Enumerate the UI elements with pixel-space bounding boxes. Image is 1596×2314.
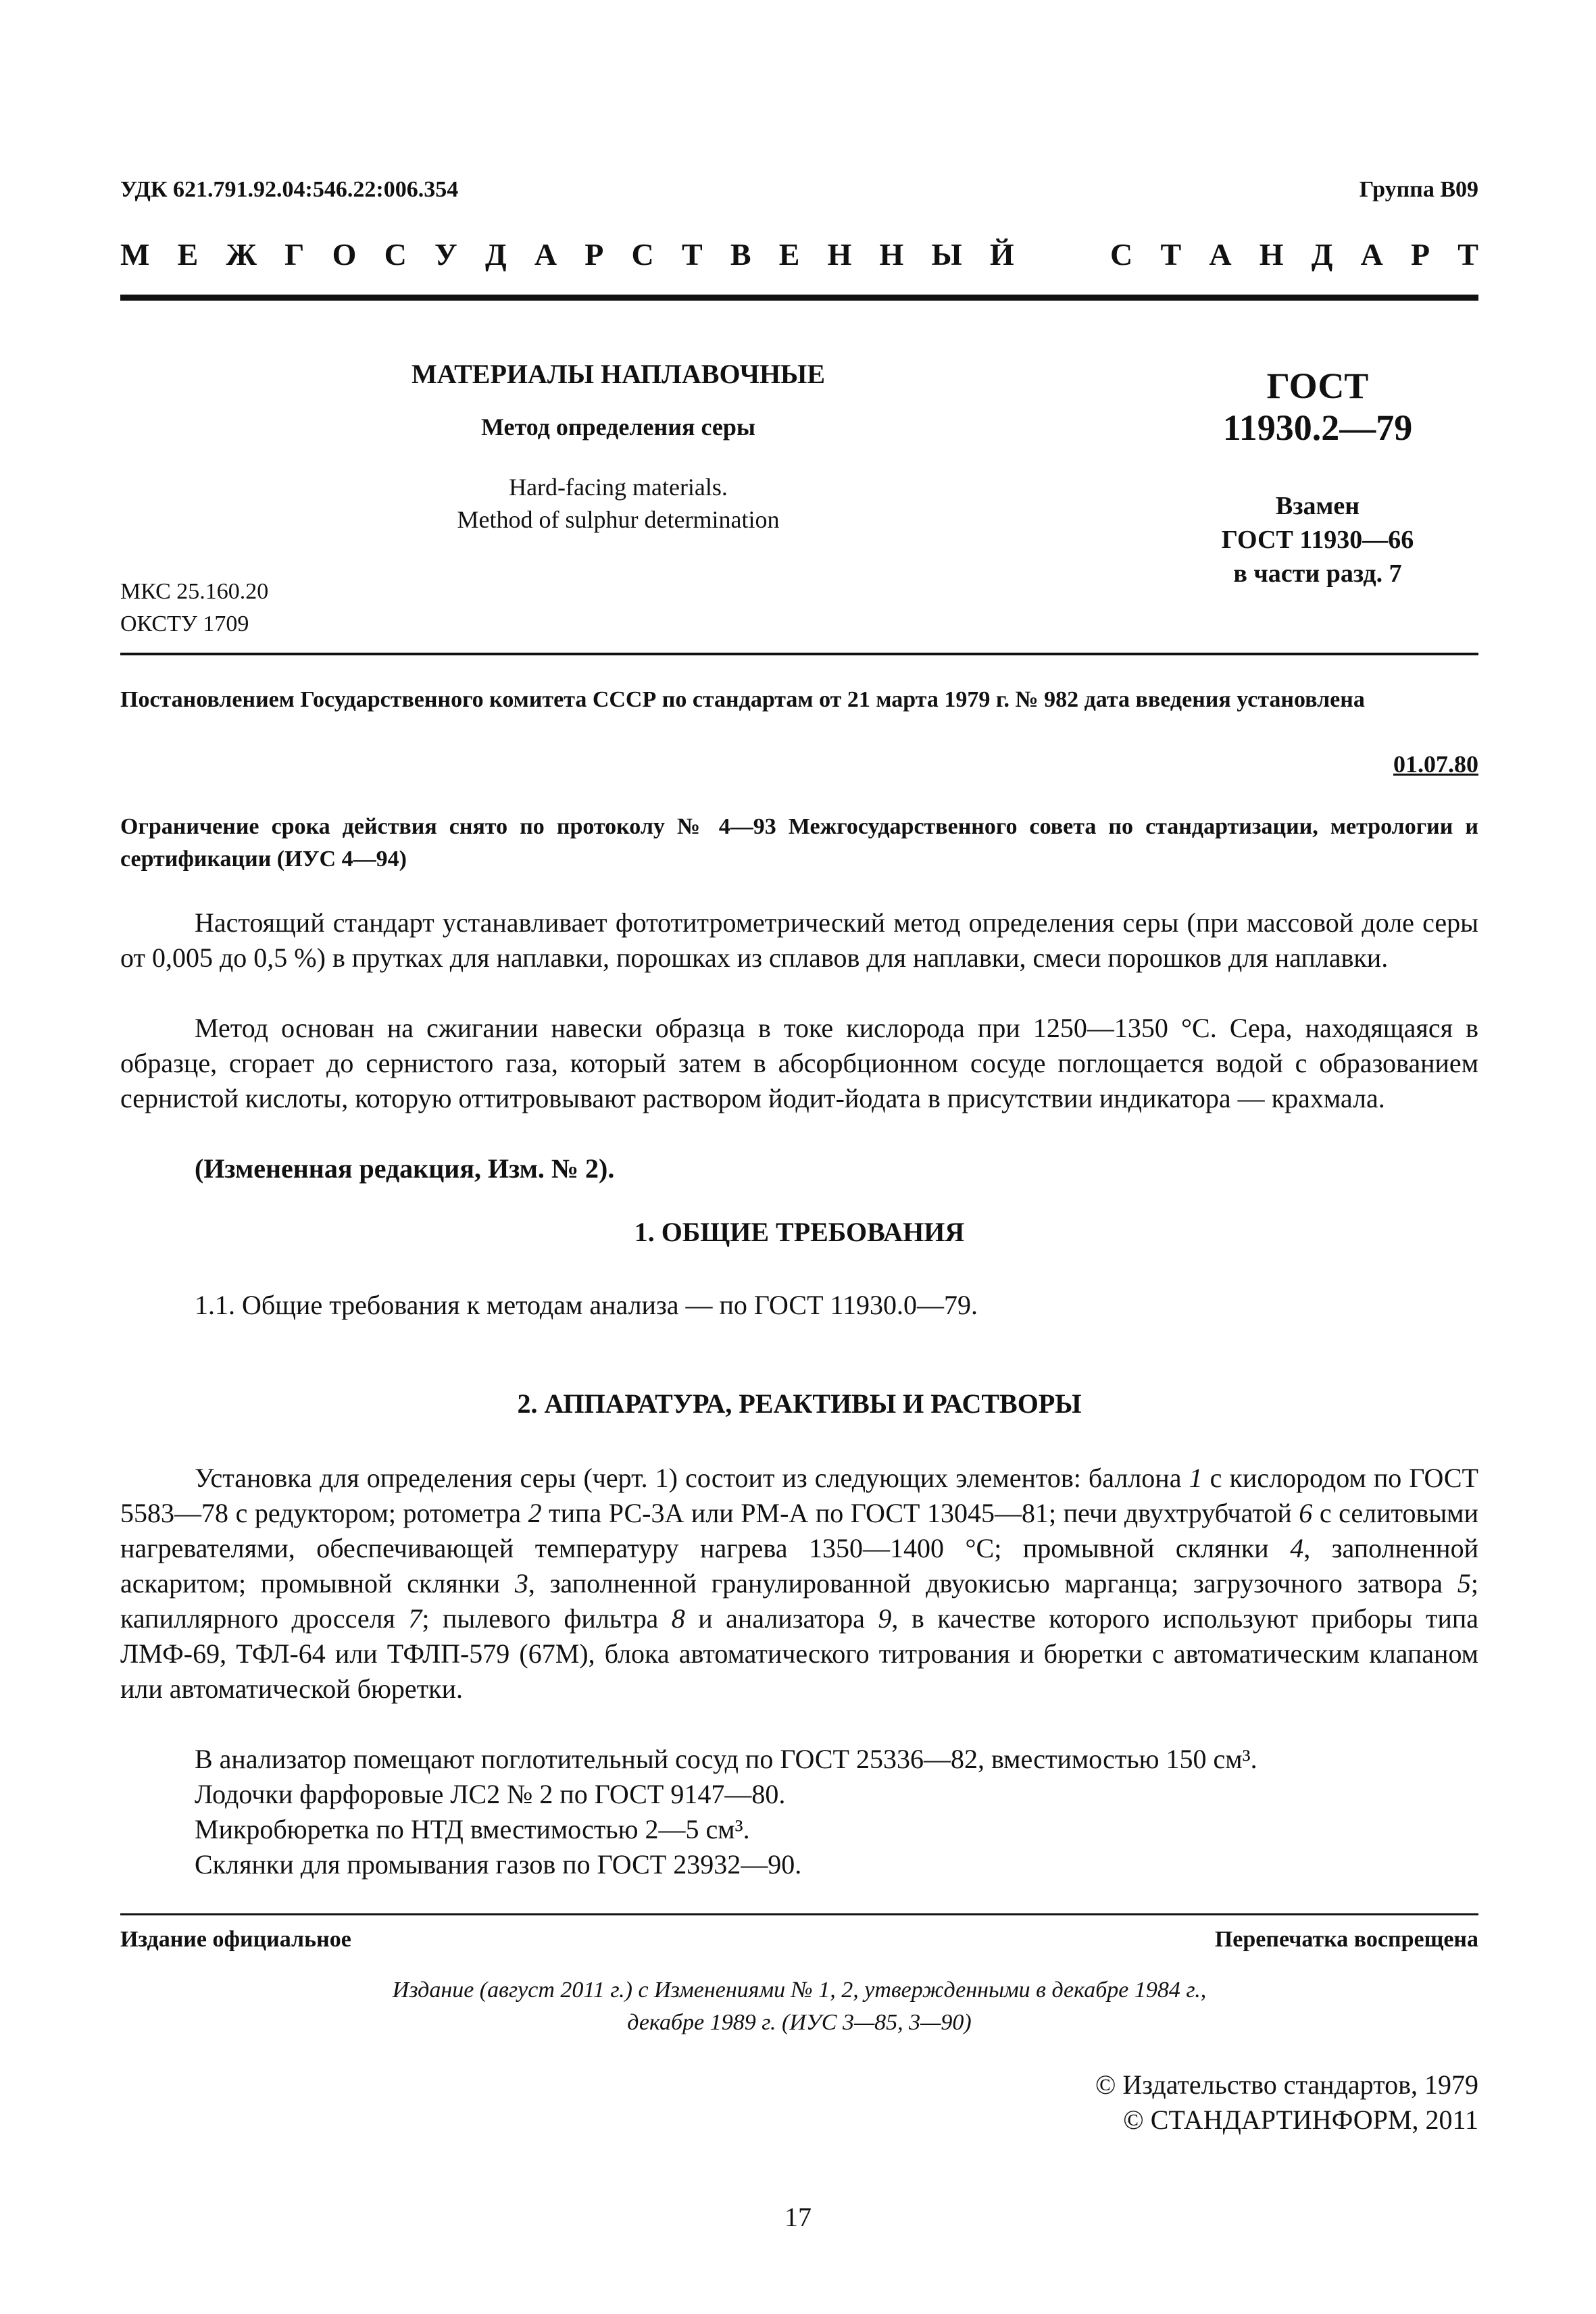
heading-letter: Н — [827, 237, 852, 272]
heading-letter: С — [631, 237, 654, 272]
mks-code: МКС 25.160.20 — [120, 579, 269, 604]
item-number: 1 — [1189, 1463, 1203, 1493]
heading-letter: Н — [879, 237, 904, 272]
item-number: 7 — [408, 1603, 422, 1634]
header-rule — [120, 295, 1478, 301]
item-number: 8 — [671, 1603, 685, 1634]
heading-letter: Й — [989, 237, 1014, 272]
heading-letter: А — [1209, 237, 1232, 272]
heading-letter: Ж — [226, 237, 257, 272]
heading-letter: Е — [177, 237, 199, 272]
english-title — [284, 471, 953, 536]
okstu-code: ОКСТУ 1709 — [120, 611, 249, 636]
heading-letter: Р — [1410, 237, 1430, 272]
item-number: 4 — [1290, 1533, 1304, 1563]
intro-paragraph-1: Настоящий стандарт устанавливает фототитрометрический метод определения серы (при массовой доле серы от 0,005 до 0,5 %) в прутках для наплавки, порошках из сплавов для наплавки, смеси порошков для наплавки. — [120, 907, 1478, 973]
edition-note-line-2: декабре 1989 г. (ИУС 3—85, 3—90) — [627, 2010, 972, 2035]
heading-letter: С — [1110, 237, 1133, 272]
section-2-paragraph-5: Склянки для промывания газов по ГОСТ 23932—90. — [195, 1849, 802, 1880]
heading-letter: Д — [484, 237, 507, 272]
heading-letter: Т — [1457, 237, 1478, 272]
edition-note-line-1: Издание (август 2011 г.) с Изменениями № 1, 2, утвержденными в декабре 1984 г., — [392, 1978, 1207, 2003]
introduction-date: 01.07.80 — [1393, 751, 1478, 778]
item-number: 6 — [1299, 1498, 1313, 1528]
english-title-line-2: Method of sulphur determination — [457, 506, 780, 533]
group-code: Группа В09 — [1359, 177, 1478, 202]
replaces-section: в части разд. 7 — [1233, 559, 1402, 588]
heading-letter: Е — [778, 237, 800, 272]
section-1-paragraph: 1.1. Общие требования к методам анализа — по ГОСТ 11930.0—79. — [195, 1290, 978, 1320]
edition-note — [120, 1974, 1478, 2039]
item-number: 3 — [514, 1568, 528, 1599]
replaces-standard: ГОСТ 11930—66 — [1221, 526, 1414, 554]
heading-letter: О — [332, 237, 357, 272]
heading-letter: А — [1360, 237, 1383, 272]
heading-letter: Т — [1160, 237, 1182, 272]
gost-number: 11930.2—79 — [1222, 407, 1413, 448]
gost-block — [1142, 365, 1493, 590]
section-2-paragraph-1: Установка для определения серы (черт. 1) состоит из следующих элементов: баллона 1 с кислородом по ГОСТ 5583—78 с редуктором; ротометра 2 типа РС-3А или РМ-А по ГОСТ 13045—81; печи двухтрубчатой 6 с селитовыми нагревателями, обеспечивающей температуру нагрева 1350—1400 °С; промывной склянки 4, заполненной аскаритом; промывной склянки 3, заполненной гранулированной двуокисью марганца; загрузочного затвора 5; капиллярного дросселя 7; пылевого фильтра 8 и анализатора 9, в качестве которого используют приборы типа ЛМФ-69, ТФЛ-64 или ТФЛП-579 (67М), блока автоматического титрования и бюретки с автоматическим клапаном или автоматической бюретки. — [120, 1463, 1479, 1704]
heading-letter: В — [730, 237, 751, 272]
section-2-paragraph-4: Микробюретка по НТД вместимостью 2—5 см³. — [195, 1814, 750, 1844]
heading-word-gap — [1042, 236, 1082, 272]
reprint-prohibited-label: Перепечатка воспрещена — [1214, 1927, 1478, 1952]
heading-letter: Н — [1259, 237, 1284, 272]
document-title: МАТЕРИАЛЫ НАПЛАВОЧНЫЕ — [411, 359, 826, 389]
heading-letter: С — [384, 237, 407, 272]
replaces-label: Взамен — [1275, 492, 1360, 520]
item-number: 2 — [528, 1498, 542, 1528]
title-rule — [120, 653, 1478, 655]
heading-letter: Г — [284, 237, 305, 272]
limit-text: Ограничение срока действия снято по протоколу № 4—93 Межгосударственного совета по стандартизации, метрологии и сертификации (ИУС 4—94) — [120, 814, 1478, 872]
copyright-block — [1095, 2067, 1478, 2138]
amendment-note: (Измененная редакция, Изм. № 2). — [195, 1153, 615, 1184]
section-1-title: 1. ОБЩИЕ ТРЕБОВАНИЯ — [634, 1217, 965, 1247]
interstate-standard-heading — [120, 236, 1478, 272]
intro-paragraph-2: Метод основан на сжигании навески образца в токе кислорода при 1250—1350 °С. Сера, находящаяся в образце, сгорает до сернистого газа, который затем в абсорбционном сосуде поглощается водой с образованием сернистой кислоты, которую оттитровывают раствором йодит-йодата в присутствии индикатора — крахмала. — [120, 1013, 1478, 1113]
section-2-paragraph-3: Лодочки фарфоровые ЛС2 № 2 по ГОСТ 9147—80. — [195, 1779, 786, 1809]
gost-label: ГОСТ — [1266, 366, 1369, 406]
udk-code: УДК 621.791.92.04:546.22:006.354 — [120, 177, 459, 202]
copyright-line-1: © Издательство стандартов, 1979 — [1095, 2069, 1478, 2100]
decree-text: Постановлением Государственного комитета СССР по стандартам от 21 марта 1979 г. № 982 дата введения установлена — [120, 687, 1365, 712]
heading-letter: У — [434, 237, 457, 272]
heading-letter: А — [534, 237, 557, 272]
footer-rule — [120, 1913, 1478, 1915]
heading-letter: Р — [584, 237, 604, 272]
heading-letter: Д — [1311, 237, 1333, 272]
heading-letter: М — [120, 237, 150, 272]
item-number: 9 — [878, 1603, 892, 1634]
english-title-line-1: Hard-facing materials. — [509, 474, 728, 501]
title-block — [284, 358, 953, 536]
item-number: 5 — [1457, 1568, 1471, 1599]
classification-codes — [120, 576, 268, 640]
copyright-line-2: © СТАНДАРТИНФОРМ, 2011 — [1123, 2105, 1478, 2135]
section-2-paragraph-2: В анализатор помещают поглотительный сосуд по ГОСТ 25336—82, вместимостью 150 см³. — [195, 1744, 1257, 1774]
page-number: 17 — [784, 2202, 812, 2232]
heading-letter: Т — [681, 237, 703, 272]
document-subtitle: Метод определения серы — [481, 413, 755, 441]
official-edition-label: Издание официальное — [120, 1927, 351, 1952]
heading-letter: Ы — [931, 237, 962, 272]
section-2-title: 2. АППАРАТУРА, РЕАКТИВЫ И РАСТВОРЫ — [517, 1388, 1082, 1419]
